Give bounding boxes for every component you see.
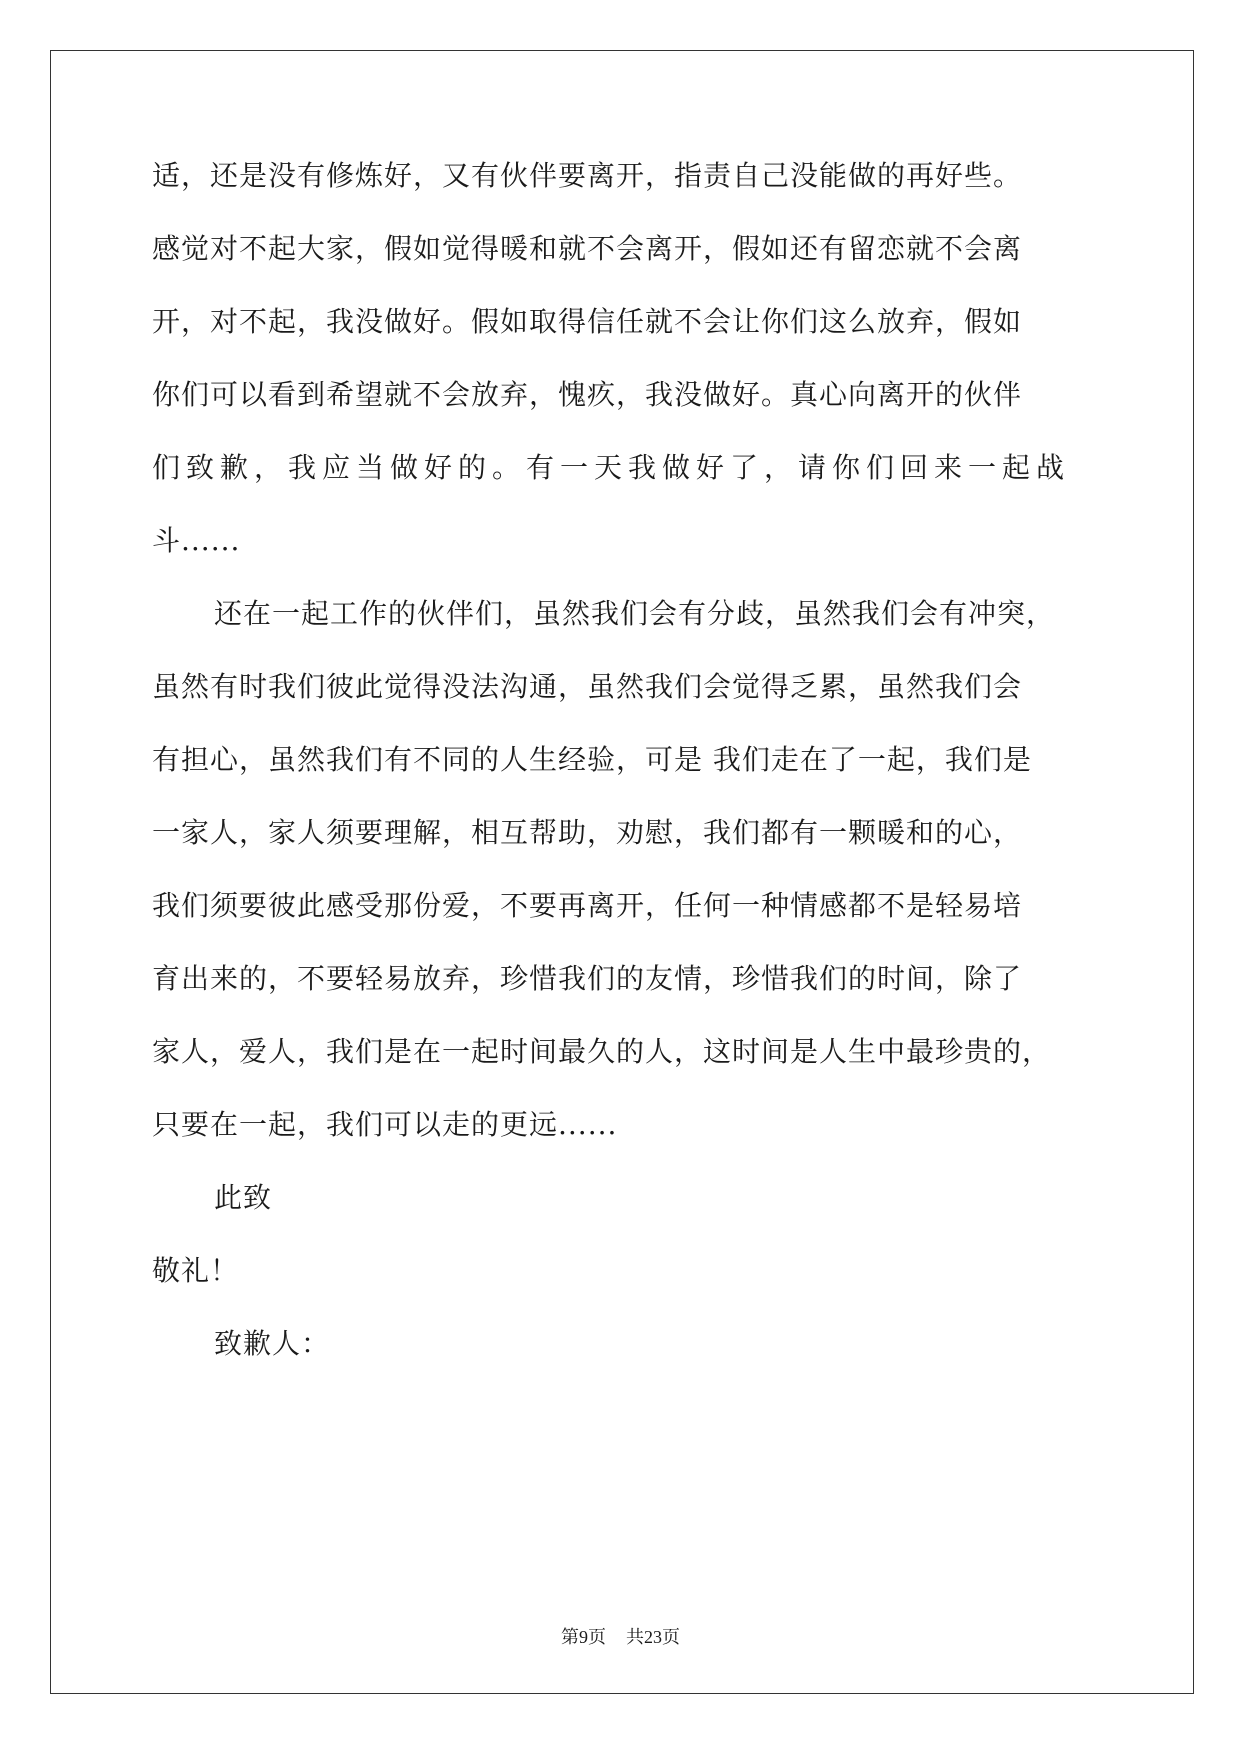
- body-line: 一家人，家人须要理解，相互帮助，劝慰，我们都有一颗暖和的心，: [152, 816, 1023, 849]
- body-line: 斗......: [152, 524, 241, 557]
- body-line: 家人，爱人，我们是在一起时间最久的人，这时间是人生中最珍贵的，: [152, 1035, 1052, 1068]
- body-line: 只要在一起，我们可以走的更远......: [152, 1108, 618, 1141]
- body-line: 适，还是没有修炼好，又有伙伴要离开，指责自己没能做的再好些。: [152, 159, 1023, 192]
- closing-regards: 敬礼！: [152, 1254, 240, 1287]
- body-line: 虽然有时我们彼此觉得没法沟通，虽然我们会觉得乏累，虽然我们会: [152, 670, 1023, 703]
- body-line: 育出来的，不要轻易放弃，珍惜我们的友情，珍惜我们的时间，除了: [152, 962, 1023, 995]
- body-line: 还在一起工作的伙伴们，虽然我们会有分歧，虽然我们会有冲突，: [214, 597, 1056, 630]
- body-line: 我们须要彼此感受那份爱，不要再离开，任何一种情感都不是轻易培: [152, 889, 1023, 922]
- body-line: 有担心，虽然我们有不同的人生经验，可是 我们走在了一起，我们是: [152, 743, 1032, 776]
- page-border: [50, 50, 1194, 1694]
- page-total: 共23页: [626, 1627, 680, 1647]
- page-number: 第9页: [561, 1627, 606, 1647]
- closing-salutation: 此致: [214, 1181, 273, 1214]
- body-line: 们致歉，我应当做好的。有一天我做好了，请你们回来一起战: [152, 451, 1071, 484]
- body-line: 开，对不起，我没做好。假如取得信任就不会让你们这么放弃，假如: [152, 305, 1023, 338]
- signature-label: 致歉人：: [214, 1327, 331, 1360]
- page-footer: [0, 1626, 1241, 1648]
- body-line: 你们可以看到希望就不会放弃，愧疚，我没做好。真心向离开的伙伴: [152, 378, 1023, 411]
- body-line: 感觉对不起大家，假如觉得暖和就不会离开，假如还有留恋就不会离: [152, 232, 1023, 265]
